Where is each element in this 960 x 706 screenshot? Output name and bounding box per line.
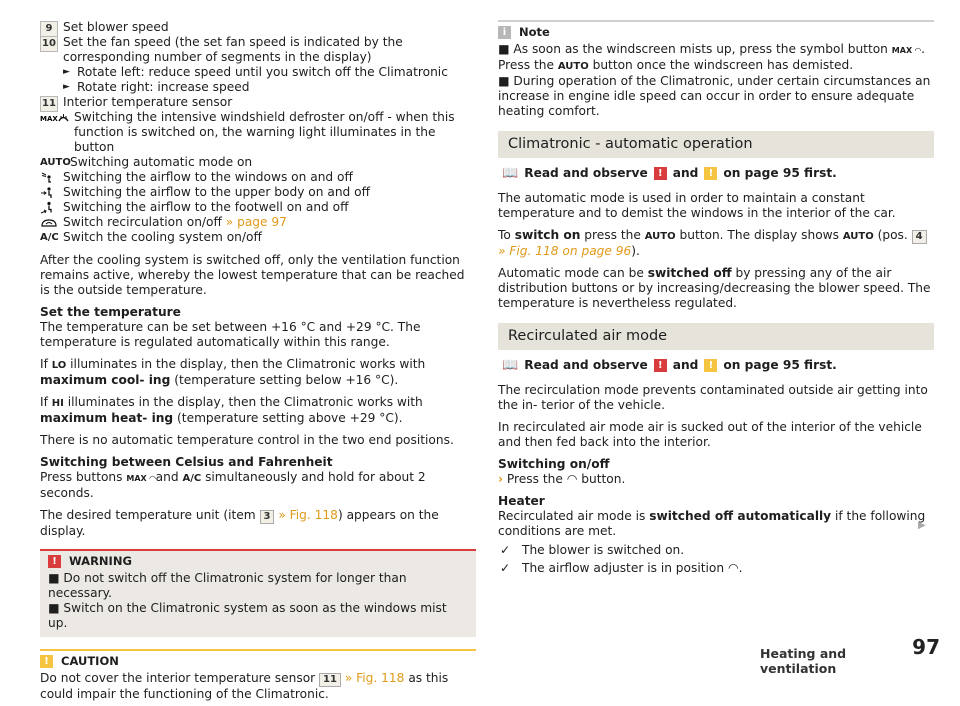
ac-icon: A/C xyxy=(182,473,202,484)
symbol-row-recirculation: Switch recirculation on/off » page 97 xyxy=(40,215,476,230)
ac-icon: A/C xyxy=(40,232,59,243)
item-9 xyxy=(40,20,476,35)
caution-icon: ! xyxy=(704,359,717,372)
item-text: Interior temperature sensor xyxy=(63,95,233,109)
recirculation-icon: ◠ xyxy=(566,472,578,486)
condition-item: ✓ The airflow adjuster is in position ◠. xyxy=(500,561,743,575)
sub-item: ► Rotate right: increase speed xyxy=(63,80,250,94)
footer-chapter: Heating and ventilation xyxy=(760,646,847,676)
airflow-windows-icon xyxy=(40,170,54,185)
warning-icon: ! xyxy=(654,359,667,372)
note-box: i Note ■ As soon as the windscreen mists up, press the symbol button MAX ◠. Press the AUTO button once the windscreen has demisted. ■ During operation of the Climatronic, under certain circumstances an increase in engine idle speed can occur in order to ensure adequate heating comfort. xyxy=(498,20,934,119)
max-defrost-icon: MAX ◠ xyxy=(126,474,156,483)
airflow-defrost-icon: ◠ xyxy=(727,561,739,575)
paragraph-cooling: After the cooling system is switched off, only the ventilation function remains active, whereby the lowest temperature that can be reached is the outside temperature. xyxy=(40,253,465,297)
item-11 xyxy=(40,95,476,110)
continue-arrow-icon: ▶ xyxy=(918,520,926,531)
switching-units: Switching between Celsius and Fahrenheit Press buttons MAX ◠and A/C simultaneously and hold for about 2 seconds. xyxy=(40,455,426,500)
warning-item: ■ Switch on the Climatronic system as soon as the windows mist up. xyxy=(48,601,447,630)
airflow-footwell-icon xyxy=(40,200,54,215)
caution-icon: ! xyxy=(40,655,53,668)
hi-symbol: HI xyxy=(51,398,64,409)
auto-icon: AUTO xyxy=(557,61,589,72)
figure-link[interactable]: » Fig. 118 on page 96 xyxy=(498,244,632,258)
item-10 xyxy=(40,35,476,95)
info-icon: i xyxy=(498,26,511,39)
item-number: 11 xyxy=(40,96,58,112)
unit-display: The desired temperature unit (item 3 » Fig. 118) appears on the display. xyxy=(40,508,439,538)
symbol-row-upper-body: Switching the airflow to the upper body on and off xyxy=(40,185,476,200)
check-icon: ✓ xyxy=(500,543,511,557)
arrow-icon: ► xyxy=(63,82,70,92)
left-column xyxy=(40,20,476,706)
paragraph-lo: If LO illuminates in the display, then the Climatronic works with maximum cool- ing (temperature setting below +16 °C). xyxy=(40,357,426,387)
warning-item: ■ Do not switch off the Climatronic system for longer than necessary. xyxy=(48,571,407,600)
sub-item: ► Rotate left: reduce speed until you switch off the Climatronic xyxy=(63,65,448,79)
paragraph-hi: If HI illuminates in the display, then the Climatronic works with maximum heat- ing (temperature setting above +29 °C). xyxy=(40,395,423,425)
caution-box: ! CAUTION Do not cover the interior temperature sensor 11 » Fig. 118 as this could impair the functioning of the Climatronic. xyxy=(40,649,476,706)
max-defrost-icon: MAX ◠ xyxy=(891,46,922,55)
set-temperature: Set the temperature The temperature can be set between +16 °C and +29 °C. The temperature is regulated automatically within this range. xyxy=(40,305,421,349)
right-column: i Note ■ As soon as the windscreen mists up, press the symbol button MAX ◠. Press the AUTO button once the windscreen has demisted. ■ During operation of the Climatronic, under certain circumstances an increase in engine idle speed can occur in order to ensure adequate heating comfort. Climatronic - automatic operation 📖 Read and observe ! and ! on page 95 first. The automatic mode is used in order to maintain a constant temperature and to demist the windows in the interior of the car. To switch on press the AUTO button. The display shows AUTO (pos. 4 » Fig. 118 on page 96). Automatic mode can be switched off by pressing any of the air distribution buttons or by increasing/decreasing the blower speed. The temperature is nevertheless regulated. Recirculated air mode 📖 Read and observe ! and ! on page 95 first. The recirculation mode prevents contaminated outside air getting into the in- terior of the vehicle. In recirculated air mode air is sucked out of the interior of the vehicle and then fed back into the interior. Switching on/off › Press the ◠ button. Heater Recirculated air mode is switched off automatically if the following conditions are met. ✓ The blower is switched on. ✓ The airflow adjuster is in position ◠. xyxy=(498,20,934,579)
symbol-row-max-defrost: MAX Switching the intensive windshield defroster on/off - when this function is switched on, the warning light illuminates in the button xyxy=(40,110,455,154)
book-icon: 📖 xyxy=(502,166,519,181)
auto-icon: AUTO xyxy=(40,157,71,168)
lo-symbol: LO xyxy=(51,360,67,371)
figure-link[interactable]: » Fig. 118 xyxy=(344,671,405,685)
airflow-upper-body-icon xyxy=(40,185,54,200)
read-and-observe: 📖 Read and observe ! and ! on page 95 first. xyxy=(502,166,837,181)
arrow-icon: ► xyxy=(63,67,70,77)
section-heading: Climatronic - automatic operation xyxy=(498,131,934,158)
paragraph-no-auto: There is no automatic temperature control in the two end positions. xyxy=(40,433,454,447)
warning-icon: ! xyxy=(654,167,667,180)
auto-icon: AUTO xyxy=(842,231,874,242)
max-defrost-icon xyxy=(40,110,70,125)
step-arrow-icon: › xyxy=(498,472,504,486)
symbol-row-ac: A/C Switch the cooling system on/off xyxy=(40,230,262,244)
page-link[interactable]: » page 97 xyxy=(225,215,287,229)
page-number: 97 xyxy=(912,635,940,659)
item-text: Set blower speed xyxy=(63,20,169,34)
book-icon: 📖 xyxy=(502,358,519,373)
read-and-observe: 📖 Read and observe ! and ! on page 95 first. xyxy=(502,358,837,373)
symbol-row-windows: Switching the airflow to the windows on and off xyxy=(40,170,476,185)
symbol-row-footwell: Switching the airflow to the footwell on and off xyxy=(40,200,476,215)
svg-text:MAX: MAX xyxy=(40,114,58,123)
item-number: 9 xyxy=(40,21,58,37)
check-icon: ✓ xyxy=(500,561,511,575)
caution-icon: ! xyxy=(704,167,717,180)
item-text: Set the fan speed (the set fan speed is indicated by the corresponding number of segments in the display) xyxy=(63,35,403,64)
page-footer xyxy=(760,635,940,676)
symbol-row-auto: AUTO Switching automatic mode on xyxy=(40,155,253,169)
section-heading: Recirculated air mode xyxy=(498,323,934,350)
item-number: 10 xyxy=(40,36,58,52)
auto-icon: AUTO xyxy=(644,231,676,242)
figure-link[interactable]: » Fig. 118 xyxy=(278,508,338,522)
warning-icon: ! xyxy=(48,555,61,568)
recirculation-icon xyxy=(40,215,58,230)
condition-item: ✓ The blower is switched on. xyxy=(500,543,685,557)
warning-box: ! WARNING ■ Do not switch off the Climatronic system for longer than necessary. ■ Switch on the Climatronic system as soon as the windows mist up. xyxy=(40,549,476,637)
